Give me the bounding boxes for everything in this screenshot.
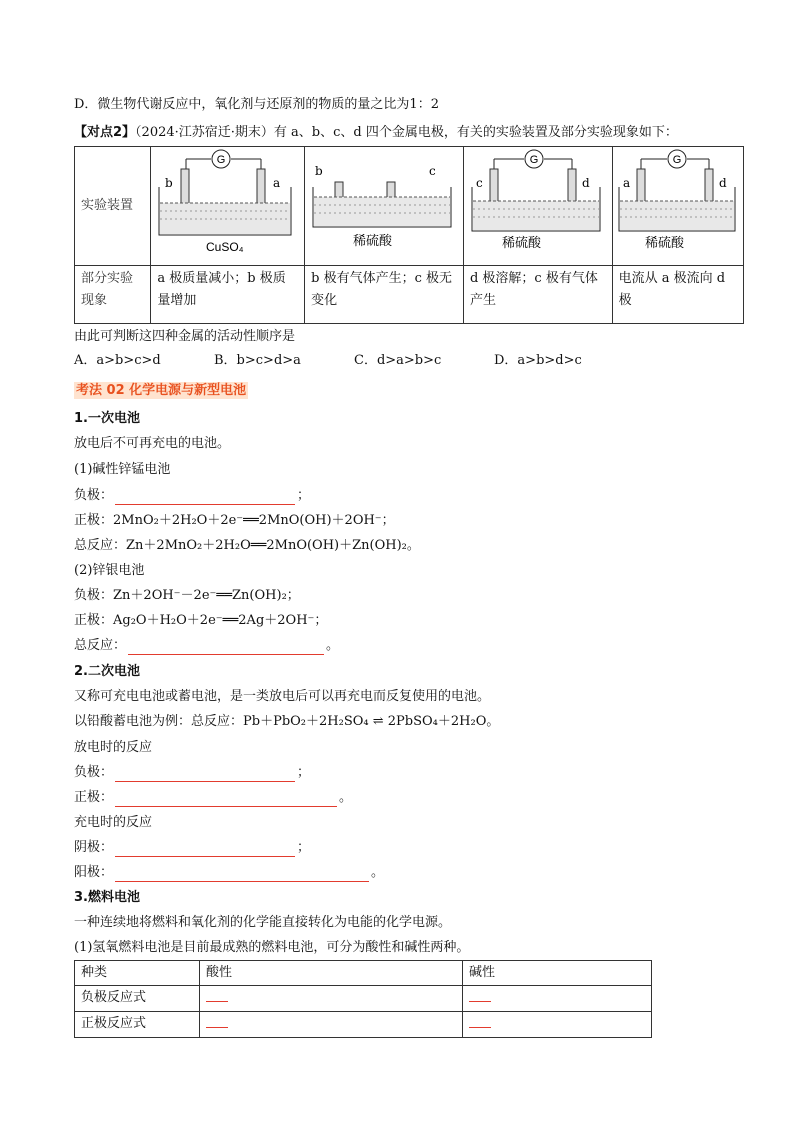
secondary-title: 2.二次电池: [74, 664, 140, 679]
fuel-row-negative: 负极反应式: [75, 986, 200, 1012]
primary-sub1-neg-line: 负极： ；: [74, 488, 311, 503]
device-4-right: d: [718, 176, 727, 190]
answer-blank[interactable]: [206, 987, 228, 1002]
secondary-example: 以铅酸蓄电池为例：总反应：Pb＋PbO₂＋2H₂SO₄ ⇌ 2PbSO₄＋2H₂O。: [74, 714, 500, 729]
answer-blank[interactable]: [206, 1013, 228, 1028]
section-heading-line: [74, 382, 248, 400]
secondary-desc: 又称可充电电池或蓄电池，是一类放电后可以再充电而反复使用的电池。: [74, 689, 491, 704]
judge-line: 由此可判断这四种金属的活动性顺序是: [74, 329, 296, 344]
galvanometer-4: G: [672, 154, 681, 166]
primary-sub2-pos-line: 正极：Ag₂O＋H₂O＋2e⁻══2Ag＋2OH⁻；: [74, 613, 328, 628]
secondary-pos-line: 正极： 。: [74, 790, 353, 805]
fuel-header-acid: 酸性: [200, 961, 463, 986]
device-2-left: b: [315, 164, 323, 178]
answer-blank[interactable]: [469, 1013, 491, 1028]
answer-blank[interactable]: [115, 792, 337, 807]
answer-blank[interactable]: [115, 867, 369, 882]
duidian-label: 【对点2】: [74, 125, 136, 140]
secondary-neg-line: 负极： ；: [74, 765, 311, 780]
option-b[interactable]: B．b>c>d>a: [214, 353, 301, 368]
device-1-diagram: [151, 147, 301, 257]
answer-blank[interactable]: [115, 767, 295, 782]
device-1: [151, 147, 305, 266]
secondary-discharge: 放电时的反应: [74, 740, 153, 755]
primary-sub1-total: Zn＋2MnO₂＋2H₂O══2MnO(OH)＋Zn(OH)₂。: [126, 538, 420, 553]
galvanometer-1: G: [217, 154, 226, 166]
primary-title: 1.一次电池: [74, 411, 140, 426]
device-2-solution: 稀硫酸: [353, 234, 393, 249]
device-1-right: a: [273, 176, 281, 190]
device-3-diagram: [464, 147, 609, 257]
fuel-row-positive: 正极反应式: [75, 1012, 200, 1038]
primary-sub2-pos: Ag₂O＋H₂O＋2e⁻══2Ag＋2OH⁻；: [113, 613, 328, 628]
primary-sub1-total-line: 总反应：Zn＋2MnO₂＋2H₂O══2MnO(OH)＋Zn(OH)₂。: [74, 538, 420, 553]
secondary-charge: 充电时的反应: [74, 815, 153, 830]
fuel-header-base: 碱性: [463, 961, 652, 986]
secondary-anode-line: 阳极： 。: [74, 865, 385, 880]
phenomenon-1: a 极质量减小；b 极质量增加: [151, 266, 305, 324]
duidian-line: [74, 124, 678, 142]
device-2-diagram: [305, 147, 460, 257]
fuel-cell-base-positive[interactable]: [463, 1012, 652, 1038]
phenomenon-3: d 极溶解；c 极有气体产生: [463, 266, 612, 324]
answer-blank[interactable]: [469, 987, 491, 1002]
device-3: [463, 147, 612, 266]
fuel-header-type: 种类: [75, 961, 200, 986]
device-4-solution: 稀硫酸: [644, 236, 684, 251]
options-row: [74, 352, 634, 370]
primary-desc: 放电后不可再充电的电池。: [74, 436, 231, 451]
primary-sub2-neg-line: 负极：Zn＋2OH⁻－2e⁻══Zn(OH)₂；: [74, 588, 300, 603]
device-1-left: b: [165, 176, 174, 190]
primary-sub2: (2)锌银电池: [74, 563, 145, 578]
primary-sub2-total-line: 总反应： 。: [74, 638, 340, 653]
device-3-solution: 稀硫酸: [501, 236, 541, 251]
answer-blank[interactable]: [115, 842, 295, 857]
primary-sub1-pos: 2MnO₂＋2H₂O＋2e⁻══2MnO(OH)＋2OH⁻；: [113, 513, 395, 528]
device-2-right: c: [429, 164, 436, 178]
option-d-line: D．微生物代谢反应中，氧化剂与还原剂的物质的量之比为1：2: [74, 97, 439, 112]
fuel-cell-acid-negative[interactable]: [200, 986, 463, 1012]
section-heading: 考法 02 化学电源与新型电池: [76, 383, 247, 398]
primary-sub2-neg: Zn＋2OH⁻－2e⁻══Zn(OH)₂；: [113, 588, 300, 603]
fuel-cell-table: [74, 960, 652, 1038]
answer-blank[interactable]: [128, 640, 324, 655]
option-c[interactable]: C．d>a>b>c: [354, 353, 442, 368]
primary-sub1-pos-line: 正极：2MnO₂＋2H₂O＋2e⁻══2MnO(OH)＋2OH⁻；: [74, 513, 395, 528]
device-4-diagram: [613, 147, 741, 257]
fuel-desc: 一种连续地将燃料和氧化剂的化学能直接转化为电能的化学电源。: [74, 915, 452, 930]
phenomenon-2: b 极有气体产生；c 极无变化: [305, 266, 464, 324]
row-header-device: 实验装置: [75, 147, 151, 266]
fuel-cell-acid-positive[interactable]: [200, 1012, 463, 1038]
fuel-cell-base-negative[interactable]: [463, 986, 652, 1012]
device-4: [612, 147, 743, 266]
duidian-text: （2024·江苏宿迁·期末）有 a、b、c、d 四个金属电极，有关的实验装置及部分实验现象如下：: [135, 125, 678, 140]
row-header-phenomenon: 部分实验现象: [75, 266, 151, 324]
fuel-title: 3.燃料电池: [74, 890, 140, 905]
phenomenon-4: 电流从 a 极流向 d 极: [612, 266, 743, 324]
primary-sub1: (1)碱性锌锰电池: [74, 462, 171, 477]
option-d[interactable]: D．a>b>d>c: [494, 353, 582, 368]
galvanometer-3: G: [529, 154, 539, 166]
answer-blank[interactable]: [115, 490, 295, 505]
fuel-sub1: (1)氢氧燃料电池是目前最成熟的燃料电池，可分为酸性和碱性两种。: [74, 940, 470, 955]
device-2: [305, 147, 464, 266]
device-3-left: c: [475, 176, 483, 190]
experiment-table: [74, 146, 744, 324]
secondary-cathode-line: 阴极： ；: [74, 840, 311, 855]
option-a[interactable]: A．a>b>c>d: [74, 353, 161, 368]
device-1-solution: CuSO₄: [206, 240, 244, 254]
device-4-left: a: [622, 176, 630, 190]
device-3-right: d: [581, 176, 590, 190]
